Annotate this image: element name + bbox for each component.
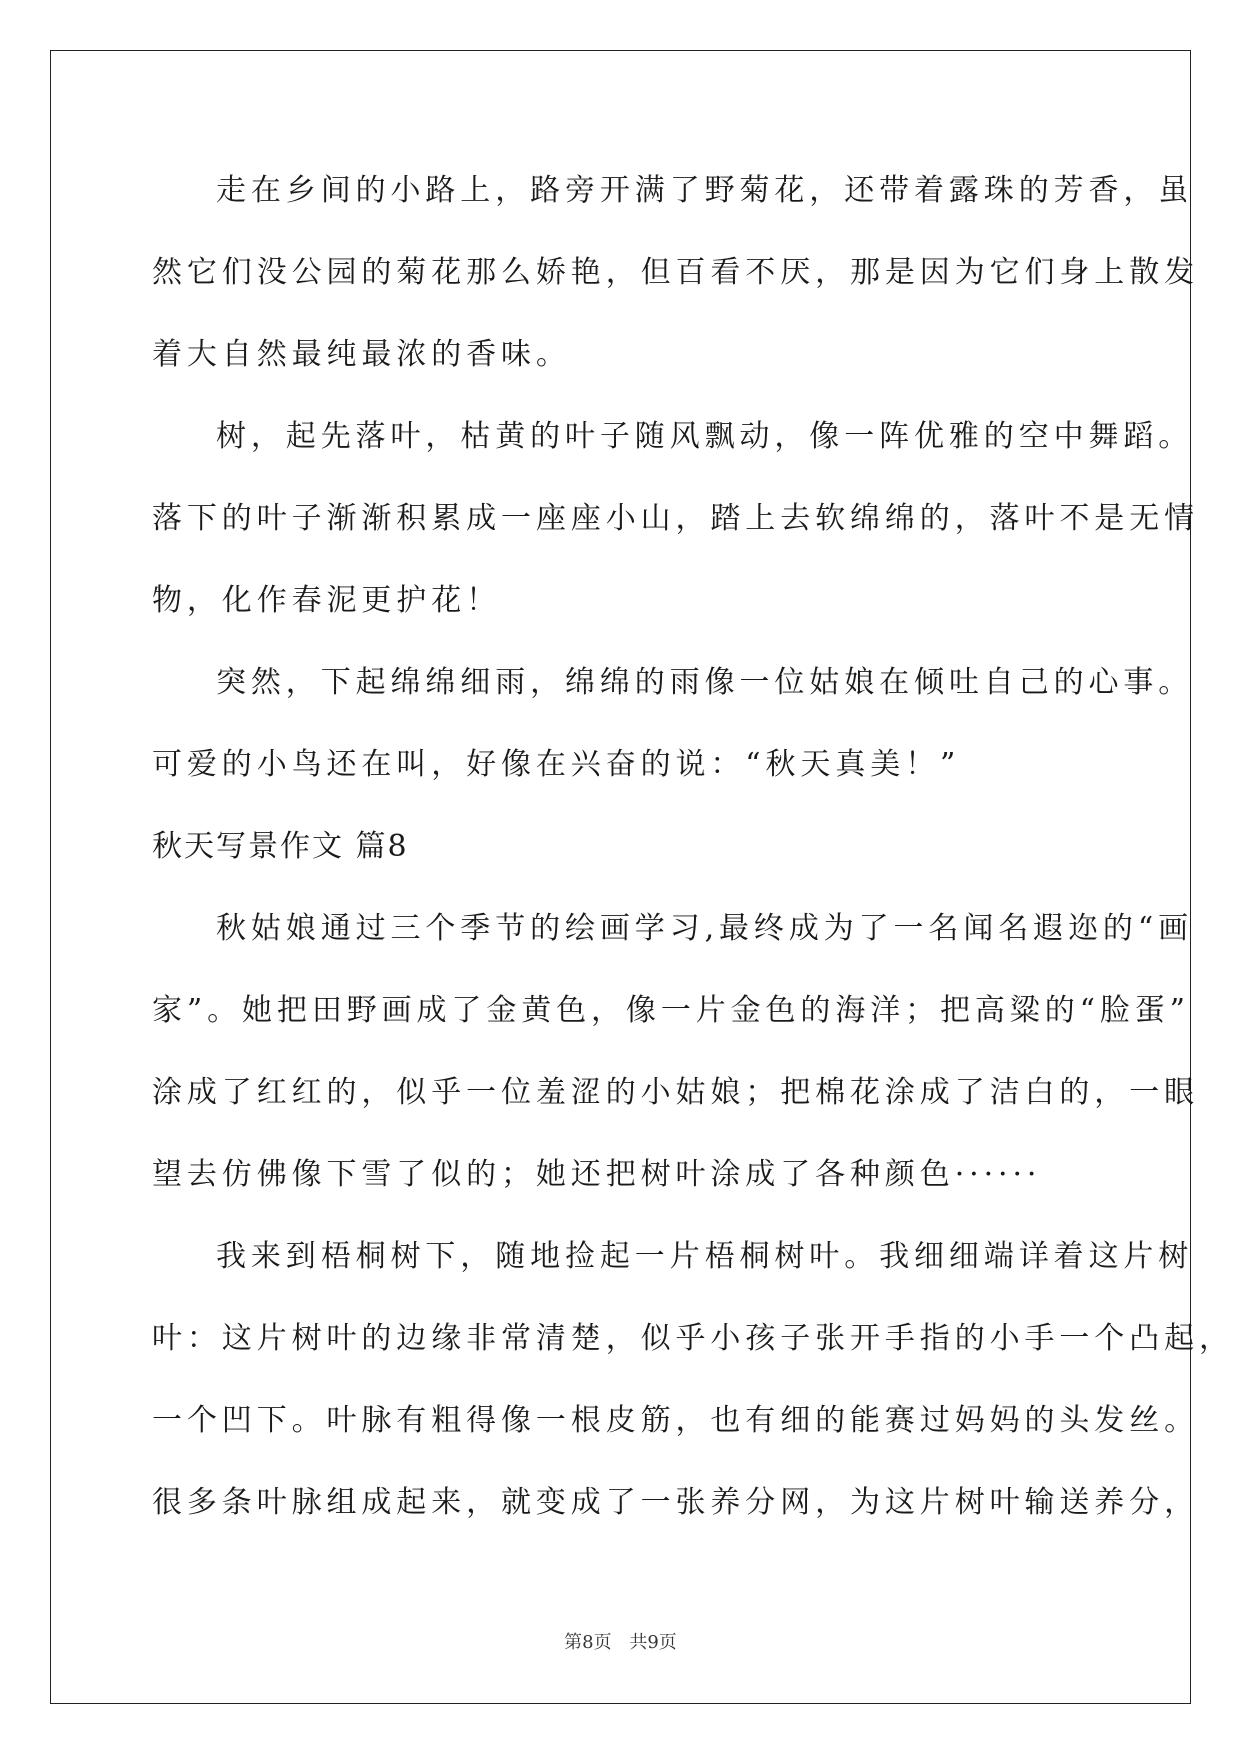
section-heading: 秋天写景作文 篇8	[152, 829, 409, 864]
paragraph-line: 突然，下起绵绵细雨，绵绵的雨像一位姑娘在倾吐自己的心事。	[216, 665, 1194, 700]
page-number-total: 共9页	[629, 1632, 677, 1653]
paragraph-line: 落下的叶子渐渐积累成一座座小山，踏上去软绵绵的，落叶不是无情	[152, 501, 1199, 536]
paragraph-line: 涂成了红红的，似乎一位羞涩的小姑娘；把棉花涂成了洁白的，一眼	[152, 1075, 1199, 1110]
paragraph-line: 秋姑娘通过三个季节的绘画学习,最终成为了一名闻名遐迩的“画	[216, 911, 1193, 946]
paragraph-line: 树，起先落叶，枯黄的叶子随风飘动，像一阵优雅的空中舞蹈。	[216, 419, 1194, 454]
paragraph-line: 着大自然最纯最浓的香味。	[152, 337, 571, 372]
paragraph-line: 叶：这片树叶的边缘非常清楚，似乎小孩子张开手指的小手一个凸起，	[152, 1321, 1234, 1356]
paragraph-line: 一个凹下。叶脉有粗得像一根皮筋，也有细的能赛过妈妈的头发丝。	[152, 1403, 1199, 1438]
paragraph-line: 然它们没公园的菊花那么娇艳，但百看不厌，那是因为它们身上散发	[152, 255, 1199, 290]
page-number-current: 第8页	[564, 1632, 612, 1653]
paragraph-line: 走在乡间的小路上，路旁开满了野菊花，还带着露珠的芳香，虽	[216, 173, 1194, 208]
paragraph-line: 家”。她把田野画成了金黄色，像一片金色的海洋；把高粱的“脸蛋”	[152, 993, 1190, 1028]
paragraph-line: 望去仿佛像下雪了似的；她还把树叶涂成了各种颜色······	[152, 1157, 1042, 1192]
paragraph-line: 很多条叶脉组成起来，就变成了一张养分网，为这片树叶输送养分，	[152, 1485, 1199, 1520]
paragraph-line: 我来到梧桐树下，随地捡起一片梧桐树叶。我细细端详着这片树	[216, 1239, 1194, 1274]
paragraph-line: 物，化作春泥更护花！	[152, 583, 501, 618]
paragraph-line: 可爱的小鸟还在叫，好像在兴奋的说：“秋天真美！”	[152, 747, 961, 782]
document-body	[152, 162, 1234, 1556]
page-footer	[0, 1628, 1241, 1654]
